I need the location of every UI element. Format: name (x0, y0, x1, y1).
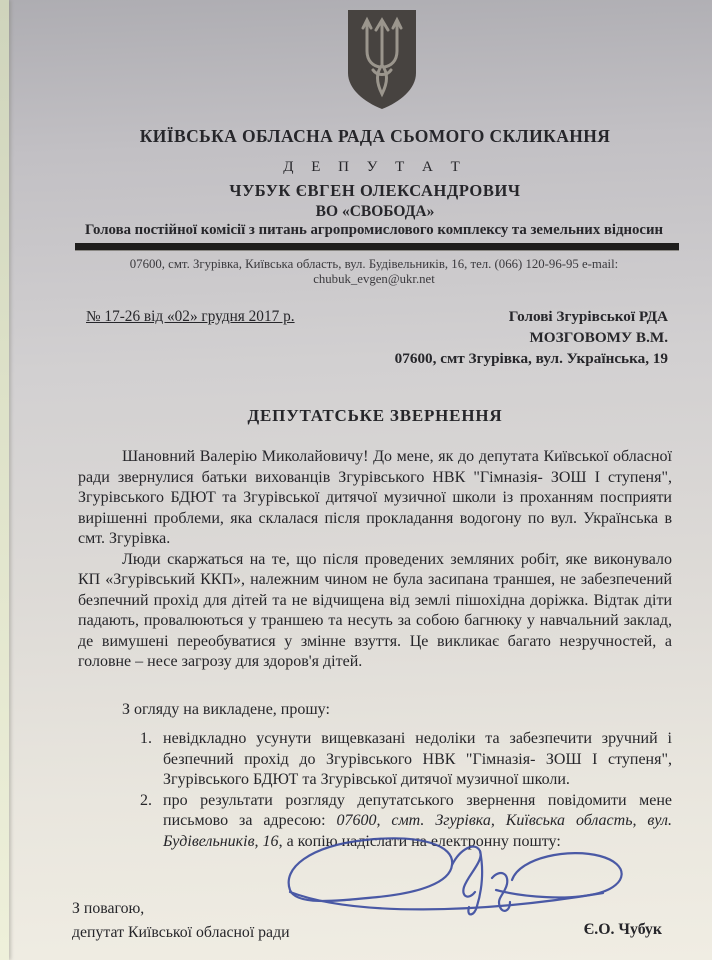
regards-line: З повагою, (72, 900, 145, 917)
deputy-name: ЧУБУК ЄВГЕН ОЛЕКСАНДРОВИЧ (229, 181, 521, 200)
council-title: КИЇВСЬКА ОБЛАСНА РАДА СЬОМОГО СКЛИКАННЯ (139, 126, 611, 146)
list-item (140, 729, 672, 791)
paragraph-complaint: Люди скаржаться на те, що після проведених земляних робіт, яке виконувало КП «Згурівський ККП», належним чином не була засипана траншея, не забезпечений безпечний прохід для дітей та не відчищена від землі пішохідна доріжка. Відтак діти падають, провалюються у траншею та несуть за собою багнюку у навчальний заклад, де вимушені переобуватися у змінне взуття. Це викликає багато незручностей, а головне – несе загрозу для здоров'я дітей. (78, 550, 672, 670)
tryzub-emblem-icon (342, 7, 422, 113)
party-name: ВО «СВОБОДА» (315, 203, 435, 220)
letter-body (78, 447, 672, 852)
header-rule (75, 243, 679, 250)
handwritten-signature (268, 830, 648, 930)
contact-line: 07600, смт. Згурівка, Київська область, вул. Будівельників, 16, тел. (066) 120-96-95 e-mail: chubuk_evgen@ukr.net (129, 257, 619, 286)
recipient-address: 07600, смт Згурівка, вул. Українська, 19 (394, 350, 668, 367)
list-item-number: 1. (140, 730, 152, 747)
document-title: ДЕПУТАТСЬКЕ ЗВЕРНЕННЯ (247, 406, 503, 425)
deputy-label: Д Е П У Т А Т (283, 159, 467, 175)
paragraph-appeal: Шановний Валерію Миколайовичу! До мене, як до депутата Київської обласної ради звернулися батьки вихованців Згурівського НВК "Гімназія- ЗОШ І ступеня", Згурівського БДЮТ та Згурівської дитячої музичної школи із проханням посприяти вирішенні проблеми, яка склалася після прокладання водогону по вул. Українська в смт. Згурівка. (78, 448, 672, 547)
signer-position: депутат Київської обласної ради (72, 924, 290, 941)
signer-name: Є.О. Чубук (583, 921, 662, 938)
background-surface-strip (0, 0, 9, 960)
closature-block (72, 897, 290, 945)
commission-position: Голова постійної комісії з питань агропромислового комплексу та земельних відносин (84, 222, 664, 238)
request-intro: З огляду на викладене, прошу: (122, 700, 330, 718)
recipient-title: Голові Згурівської РДА (508, 308, 668, 325)
recipient-name: МОЗГОВОМУ В.М. (529, 329, 668, 346)
reply-address-italic: 07600, смт. Згурівка, Київська область, вул. Будівельників, 16 (163, 812, 672, 850)
list-item-text: невідкладно усунути вищевказані недоліки та забезпечити зручний і безпечний прохід до Згурівського НВК "Гімназія- ЗОШ І ступеня", Згурівського БДЮТ та Згурівської дитячої музичної школи. (163, 730, 672, 788)
list-item-text: про результати розгляду депутатського звернення повідомити мене письмово за адресою: 07600, смт. Згурівка, Київська область, вул. Будівельників, 16, а копію надіслати на електронну пошту: (163, 791, 672, 850)
recipient-block (395, 306, 668, 369)
reference-number-date: № 17-26 від «02» грудня 2017 р. (86, 308, 295, 325)
list-item-number: 2. (140, 791, 152, 809)
